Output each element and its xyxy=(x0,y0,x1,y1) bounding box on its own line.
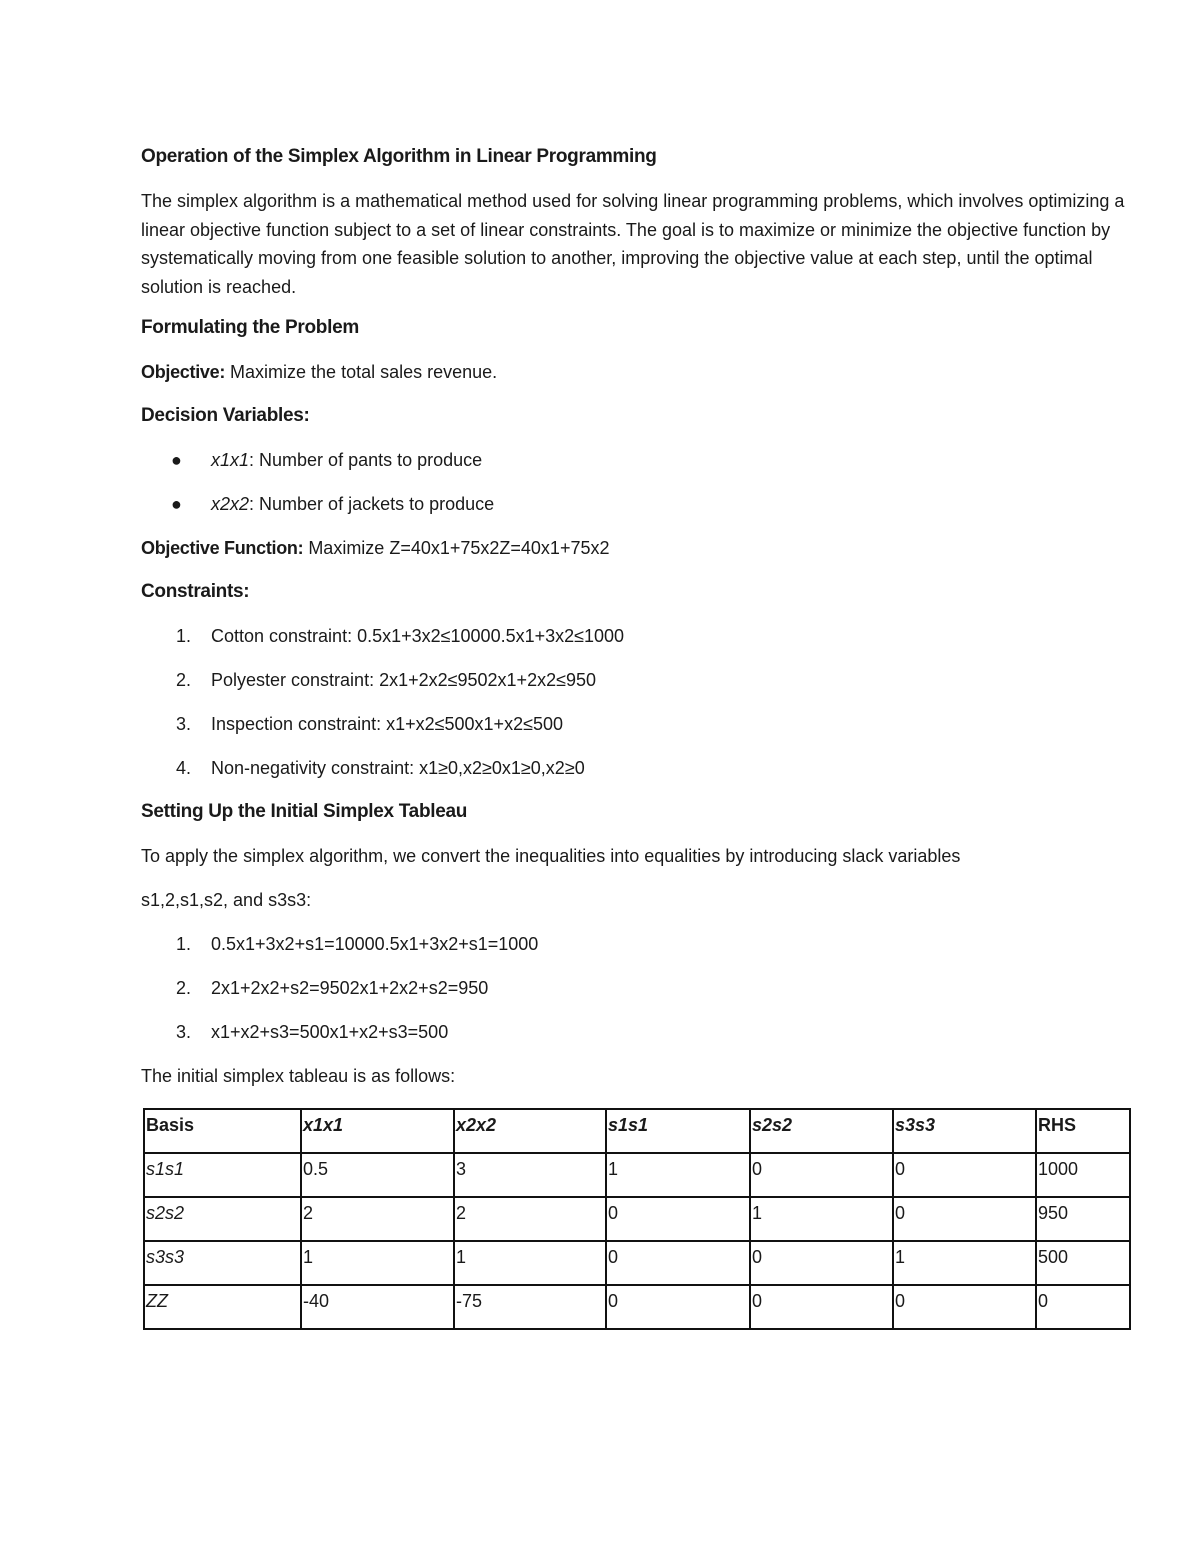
table-cell: 0 xyxy=(750,1241,893,1285)
table-cell: 0 xyxy=(893,1197,1036,1241)
list-number: 4. xyxy=(176,758,192,779)
table-header-row xyxy=(144,1109,1130,1153)
equation-text: 0.5x1+3x2+s1=10000.5x1+3x2+s1=1000 xyxy=(211,934,539,955)
table-cell: 3 xyxy=(454,1153,606,1197)
objective-function-line xyxy=(141,533,1131,577)
list-item xyxy=(141,621,1131,665)
tableau-intro: The initial simplex tableau is as follows: xyxy=(141,1066,456,1087)
table-cell: 1000 xyxy=(1036,1153,1130,1197)
table-cell: 0 xyxy=(750,1153,893,1197)
table-cell: 2 xyxy=(301,1197,454,1241)
list-item xyxy=(141,665,1131,709)
objective-label: Objective: xyxy=(141,362,226,383)
table-cell: 0.5 xyxy=(301,1153,454,1197)
list-number: 3. xyxy=(176,714,192,735)
constraint-text: Polyester constraint: 2x1+2x2≤9502x1+2x2≤950 xyxy=(211,670,597,691)
column-header: RHS xyxy=(1036,1109,1130,1153)
document-title: Operation of the Simplex Algorithm in Linear Programming xyxy=(141,146,657,167)
column-header: Basis xyxy=(144,1109,301,1153)
list-number: 2. xyxy=(176,978,192,999)
variable-description: : Number of pants to produce xyxy=(249,450,483,471)
table-cell: 1 xyxy=(750,1197,893,1241)
table-cell: 1 xyxy=(606,1153,750,1197)
constraint-text: Inspection constraint: x1+x2≤500x1+x2≤500 xyxy=(211,714,563,735)
list-item xyxy=(141,929,1131,973)
constraint-text: Cotton constraint: 0.5x1+3x2≤10000.5x1+3x2≤1000 xyxy=(211,626,625,647)
list-number: 2. xyxy=(176,670,192,691)
list-item xyxy=(141,973,1131,1017)
list-number: 3. xyxy=(176,1022,192,1043)
table-cell: 0 xyxy=(750,1285,893,1329)
table-cell: 1 xyxy=(301,1241,454,1285)
list-item xyxy=(141,709,1131,753)
list-item xyxy=(141,489,1131,533)
section-heading-formulating: Formulating the Problem xyxy=(141,317,359,339)
table-cell: 2 xyxy=(454,1197,606,1241)
constraint-text: Non-negativity constraint: x1≥0,x2≥0x1≥0,x2≥0 xyxy=(211,758,585,779)
column-header: s3s3 xyxy=(893,1109,1036,1153)
column-header: x2x2 xyxy=(454,1109,606,1153)
objective-function-label: Objective Function: xyxy=(141,538,304,559)
table-cell: 1 xyxy=(893,1241,1036,1285)
slack-intro: To apply the simplex algorithm, we convert the inequalities into equalities by introducing slack variables xyxy=(141,846,961,867)
table-cell: 0 xyxy=(606,1197,750,1241)
table-cell: 0 xyxy=(606,1241,750,1285)
variable-description: : Number of jackets to produce xyxy=(249,494,495,515)
table-cell: 0 xyxy=(1036,1285,1130,1329)
document-page xyxy=(141,140,1131,1105)
table-cell: 1 xyxy=(454,1241,606,1285)
table-cell: ZZ xyxy=(144,1285,301,1329)
variable-symbol: x2x2 xyxy=(211,494,250,515)
intro-paragraph: The simplex algorithm is a mathematical method used for solving linear programming problems, which involves optimizing a linear objective function subject to a set of linear constraints. The goal is to maximize or minimize the objective function by systematically moving from one feasible solution to another, improving the objective value at each step, until the optimal solution is reached. xyxy=(141,191,1125,297)
table-cell: s2s2 xyxy=(144,1197,301,1241)
equation-text: x1+x2+s3=500x1+x2+s3=500 xyxy=(211,1022,449,1043)
table-row xyxy=(144,1197,1130,1241)
table-cell: 0 xyxy=(893,1285,1036,1329)
constraints-heading: Constraints: xyxy=(141,581,250,603)
table-cell: 950 xyxy=(1036,1197,1130,1241)
variable-symbol: x1x1 xyxy=(211,450,250,471)
simplex-tableau xyxy=(143,1108,1131,1330)
objective-text: Maximize the total sales revenue. xyxy=(225,362,498,383)
section-heading-tableau: Setting Up the Initial Simplex Tableau xyxy=(141,801,468,823)
list-item xyxy=(141,445,1131,489)
table-cell: -40 xyxy=(301,1285,454,1329)
list-item xyxy=(141,1017,1131,1061)
table-cell: -75 xyxy=(454,1285,606,1329)
table-cell: 0 xyxy=(893,1153,1036,1197)
bullet-icon: ● xyxy=(171,450,182,471)
table-row xyxy=(144,1241,1130,1285)
list-item xyxy=(141,753,1131,797)
equation-text: 2x1+2x2+s2=9502x1+2x2+s2=950 xyxy=(211,978,489,999)
table-cell: s3s3 xyxy=(144,1241,301,1285)
slack-variables-line: s1,2,s1,s2, and s3s3: xyxy=(141,890,312,911)
column-header: x1x1 xyxy=(301,1109,454,1153)
objective-line xyxy=(141,357,1131,401)
table-row xyxy=(144,1153,1130,1197)
column-header: s2s2 xyxy=(750,1109,893,1153)
table-cell: 0 xyxy=(606,1285,750,1329)
table-cell: s1s1 xyxy=(144,1153,301,1197)
table-cell: 500 xyxy=(1036,1241,1130,1285)
list-number: 1. xyxy=(176,626,192,647)
decision-variables-heading: Decision Variables: xyxy=(141,405,310,427)
column-header: s1s1 xyxy=(606,1109,750,1153)
objective-function-text: Maximize Z=40x1+75x2Z=40x1+75x2 xyxy=(303,538,610,559)
bullet-icon: ● xyxy=(171,494,182,515)
table-row xyxy=(144,1285,1130,1329)
list-number: 1. xyxy=(176,934,192,955)
